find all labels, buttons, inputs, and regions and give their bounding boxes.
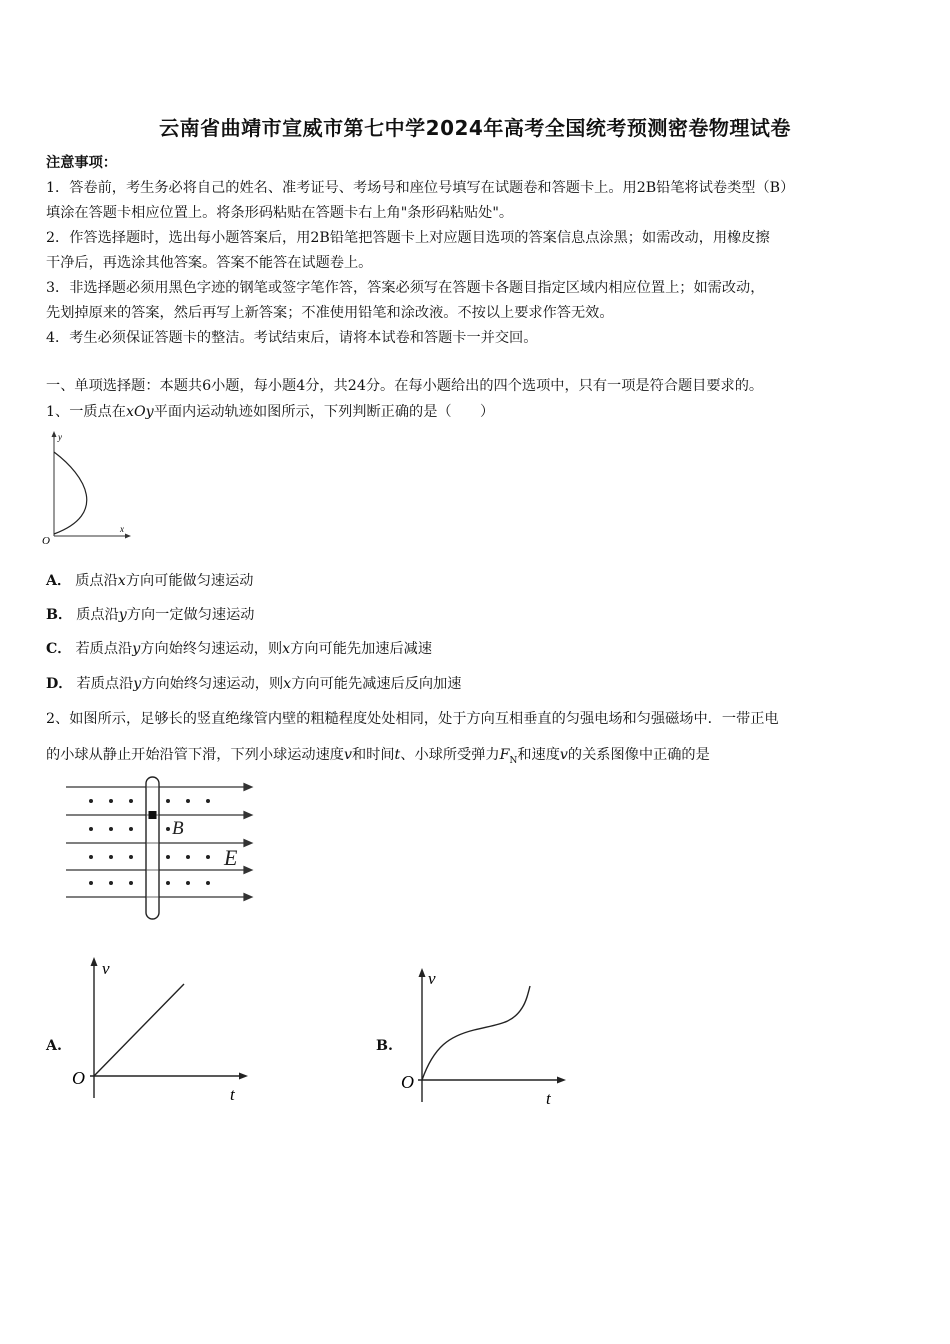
q2-option-b-label[interactable]: B. [376,1038,393,1054]
notice-heading: 注意事项： [46,155,117,171]
notice-line: 干净后，再选涂其他答案。答案不能答在试题卷上。 [46,255,373,271]
notice-line: 4．考生必须保证答题卡的整洁。考试结束后，请将本试卷和答题卡一并交回。 [46,330,538,346]
section-heading: 一、单项选择题：本题共6小题，每小题4分，共24分。在每小题给出的四个选项中，只有一项是符合题目要求的。 [46,378,764,394]
notice-line: 先划掉原来的答案，然后再写上新答案；不准使用铅笔和涂改液。不按以上要求作答无效。 [46,305,614,321]
notice-line: 3．非选择题必须用黑色字迹的钢笔或签字笔作答，答案必须写在答题卡各题目指定区域内相应位置上；如需改动， [46,280,765,296]
y-axis-arrow [52,431,57,437]
page-title: 云南省曲靖市宣威市第七中学2024年高考全国统考预测密卷物理试卷 [159,116,791,140]
q2-field-figure [60,775,260,927]
q1-option-d[interactable]: D． 若质点沿y方向始终匀速运动，则x方向可能先减速后反向加速 [46,676,462,692]
y-axis-label: y [58,432,62,442]
insulating-tube [146,777,159,919]
q1-option-a[interactable]: A． 质点沿x方向可能做匀速运动 [46,573,254,589]
notice-line: 填涂在答题卡相应位置上。将条形码粘贴在答题卡右上角"条形码粘贴处"。 [46,205,514,221]
x-axis-arrow [125,534,131,539]
v-t-line [94,984,184,1076]
trajectory-curve [54,452,87,534]
notice-line: 1．答卷前，考生务必将自己的姓名、准考证号、考场号和座位号填写在试题卷和答题卡上。用2B铅笔将试卷类型（B） [46,180,795,196]
charged-ball [149,811,157,819]
v-axis-arrow [419,968,426,977]
origin-label: O [42,535,50,546]
q2-graph-b [398,962,578,1112]
origin-label: O [72,1068,85,1088]
origin-label: O [401,1072,414,1092]
t-axis-label: t [546,1089,551,1108]
q2-graph-a [70,952,260,1108]
t-axis-arrow [239,1073,248,1080]
q1-option-b[interactable]: B． 质点沿y方向一定做匀速运动 [46,607,255,623]
v-t-curve [422,986,530,1080]
notice-line: 2．作答选择题时，选出每小题答案后，用2B铅笔把答题卡上对应题目选项的答案信息点涂黑；如需改动，用橡皮擦 [46,230,770,246]
q2-option-a-label[interactable]: A. [46,1038,62,1054]
q1-trajectory-figure [38,428,138,546]
magnetic-field-label: B [172,818,184,839]
v-axis-label: v [428,969,436,988]
electric-field-label: E [224,845,238,870]
v-axis-arrow [91,957,98,966]
x-axis-label: x [120,524,124,534]
question-2-stem-line1: 2、如图所示，足够长的竖直绝缘管内壁的粗糙程度处处相同，处于方向互相垂直的匀强电场和匀强磁场中．一带正电 [46,711,779,727]
question-1-stem: 1、一质点在xOy平面内运动轨迹如图所示，下列判断正确的是（ ） [46,404,495,420]
q1-option-c[interactable]: C． 若质点沿y方向始终匀速运动，则x方向可能先加速后减速 [46,641,433,657]
question-2-stem-line2: 的小球从静止开始沿管下滑，下列小球运动速度v和时间t、小球所受弹力$F_N$和速度v的关系图像中正确的是 [46,747,710,766]
t-axis-label: t [230,1085,235,1104]
v-axis-label: v [102,959,110,978]
t-axis-arrow [557,1077,566,1084]
